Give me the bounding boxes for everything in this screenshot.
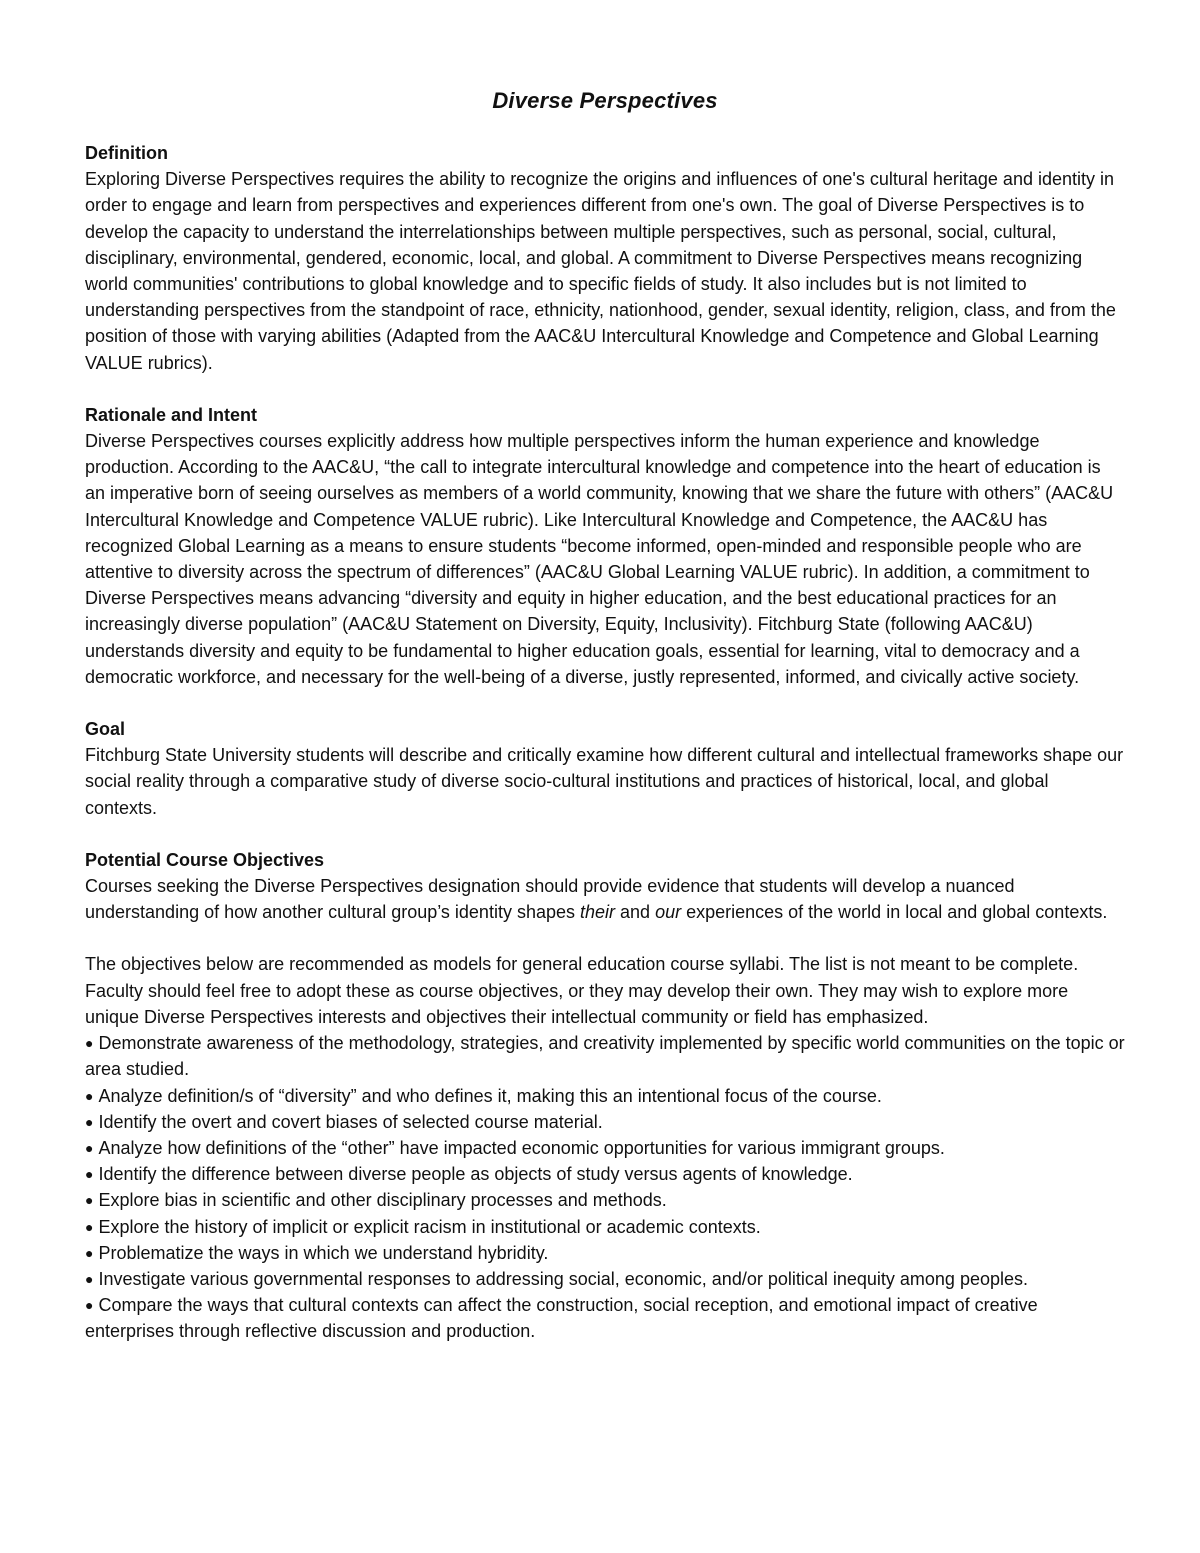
objectives-intro-emphasis-their: their xyxy=(580,902,616,923)
objective-text: Explore the history of implicit or explicit racism in institutional or academic contexts. xyxy=(98,1216,761,1237)
list-item xyxy=(85,1187,1125,1213)
objective-text: Analyze how definitions of the “other” have impacted economic opportunities for various immigrant groups. xyxy=(98,1137,945,1158)
bullet-icon: ● xyxy=(85,1166,94,1183)
bullet-icon: ● xyxy=(85,1192,94,1209)
bullet-icon: ● xyxy=(85,1087,94,1104)
objectives-intro-emphasis-our: our xyxy=(655,902,682,923)
bullet-icon: ● xyxy=(85,1218,94,1235)
rationale-text: Diverse Perspectives courses explicitly address how multiple perspectives inform the human experience and knowledge production. According to the AAC&U, “the call to integrate intercultural knowledge and competence into the heart of education is an imperative born of seeing ourselves as members of a world community, knowing that we share the future with others” (AAC&U Intercultural Knowledge and Competence VALUE rubric). Like Intercultural Knowledge and Competence, the AAC&U has recognized Global Learning as a means to ensure students “become informed, open-minded and responsible people who are attentive to diversity across the spectrum of differences” (AAC&U Global Learning VALUE rubric). In addition, a commitment to Diverse Perspectives means advancing “diversity and equity in higher education, and the best educational practices for an increasingly diverse population” (AAC&U Statement on Diversity, Equity, Inclusivity). Fitchburg State (following AAC&U) understands diversity and equity to be fundamental to higher education goals, essential for learning, vital to democracy and a democratic workforce, and necessary for the well-being of a diverse, justly represented, informed, and civically active society. xyxy=(85,431,1114,687)
objectives-intro-middle: and xyxy=(615,902,656,923)
list-item xyxy=(85,1083,1125,1109)
bullet-icon: ● xyxy=(85,1113,94,1130)
list-item xyxy=(85,1214,1125,1240)
document-title: Diverse Perspectives xyxy=(492,88,718,113)
objectives-section xyxy=(85,847,1125,1345)
goal-text: Fitchburg State University students will describe and critically examine how different cultural and intellectual frameworks shape our social reality through a comparative study of diverse socio-cultural institutions and practices of historical, local, and global contexts. xyxy=(85,745,1124,818)
bullet-icon: ● xyxy=(85,1297,94,1314)
list-item xyxy=(85,1292,1125,1344)
list-item xyxy=(85,1266,1125,1292)
objective-text: Investigate various governmental responses to addressing social, economic, and/or political inequity among peoples. xyxy=(98,1268,1028,1289)
bullet-icon: ● xyxy=(85,1035,94,1052)
list-item xyxy=(85,1161,1125,1187)
rationale-section xyxy=(85,402,1125,690)
objectives-heading: Potential Course Objectives xyxy=(85,849,325,870)
bullet-icon: ● xyxy=(85,1270,94,1287)
document-page xyxy=(85,86,1125,1371)
objectives-list xyxy=(85,1030,1125,1344)
list-item xyxy=(85,1030,1125,1082)
definition-text: Exploring Diverse Perspectives requires the ability to recognize the origins and influences of one's cultural heritage and identity in order to engage and learn from perspectives and experiences different from one's own. The goal of Diverse Perspectives is to develop the capacity to understand the interrelationships between multiple perspectives, such as personal, social, cultural, disciplinary, environmental, gendered, economic, local, and global. A commitment to Diverse Perspectives means recognizing world communities' contributions to global knowledge and to specific fields of study. It also includes but is not limited to understanding perspectives from the standpoint of race, ethnicity, nationhood, gender, sexual identity, religion, class, and from the position of those with varying abilities (Adapted from the AAC&U Intercultural Knowledge and Competence and Global Learning VALUE rubrics). xyxy=(85,169,1116,373)
list-item xyxy=(85,1109,1125,1135)
objectives-intro-end: experiences of the world in local and global contexts. xyxy=(681,902,1108,923)
objectives-intro-start: Courses seeking the Diverse Perspectives designation should provide evidence that students will develop a nuanced understanding of how another cultural group’s identity shapes xyxy=(85,876,1015,923)
objective-text: Analyze definition/s of “diversity” and who defines it, making this an intentional focus of the course. xyxy=(98,1085,882,1106)
objective-text: Compare the ways that cultural contexts can affect the construction, social reception, and emotional impact of creative enterprises through reflective discussion and production. xyxy=(85,1295,1038,1342)
objective-text: Identify the overt and covert biases of selected course material. xyxy=(98,1111,603,1132)
list-item xyxy=(85,1240,1125,1266)
objective-text: Demonstrate awareness of the methodology, strategies, and creativity implemented by specific world communities on the topic or area studied. xyxy=(85,1033,1125,1080)
objective-text: Identify the difference between diverse people as objects of study versus agents of knowledge. xyxy=(98,1164,853,1185)
objective-text: Explore bias in scientific and other disciplinary processes and methods. xyxy=(98,1190,667,1211)
list-item xyxy=(85,1135,1125,1161)
rationale-heading: Rationale and Intent xyxy=(85,404,258,425)
goal-section xyxy=(85,716,1125,821)
objectives-recommendation: The objectives below are recommended as models for general education course syllabi. The list is not meant to be complete. Faculty should feel free to adopt these as course objectives, or they may develop their own. They may wish to explore more unique Diverse Perspectives interests and objectives their intellectual community or field has emphasized. xyxy=(85,954,1079,1027)
bullet-icon: ● xyxy=(85,1139,94,1156)
definition-section xyxy=(85,140,1125,376)
bullet-icon: ● xyxy=(85,1244,94,1261)
definition-heading: Definition xyxy=(85,143,168,163)
goal-heading: Goal xyxy=(85,719,126,740)
objective-text: Problematize the ways in which we understand hybridity. xyxy=(98,1242,549,1263)
objectives-intro xyxy=(85,873,1125,925)
